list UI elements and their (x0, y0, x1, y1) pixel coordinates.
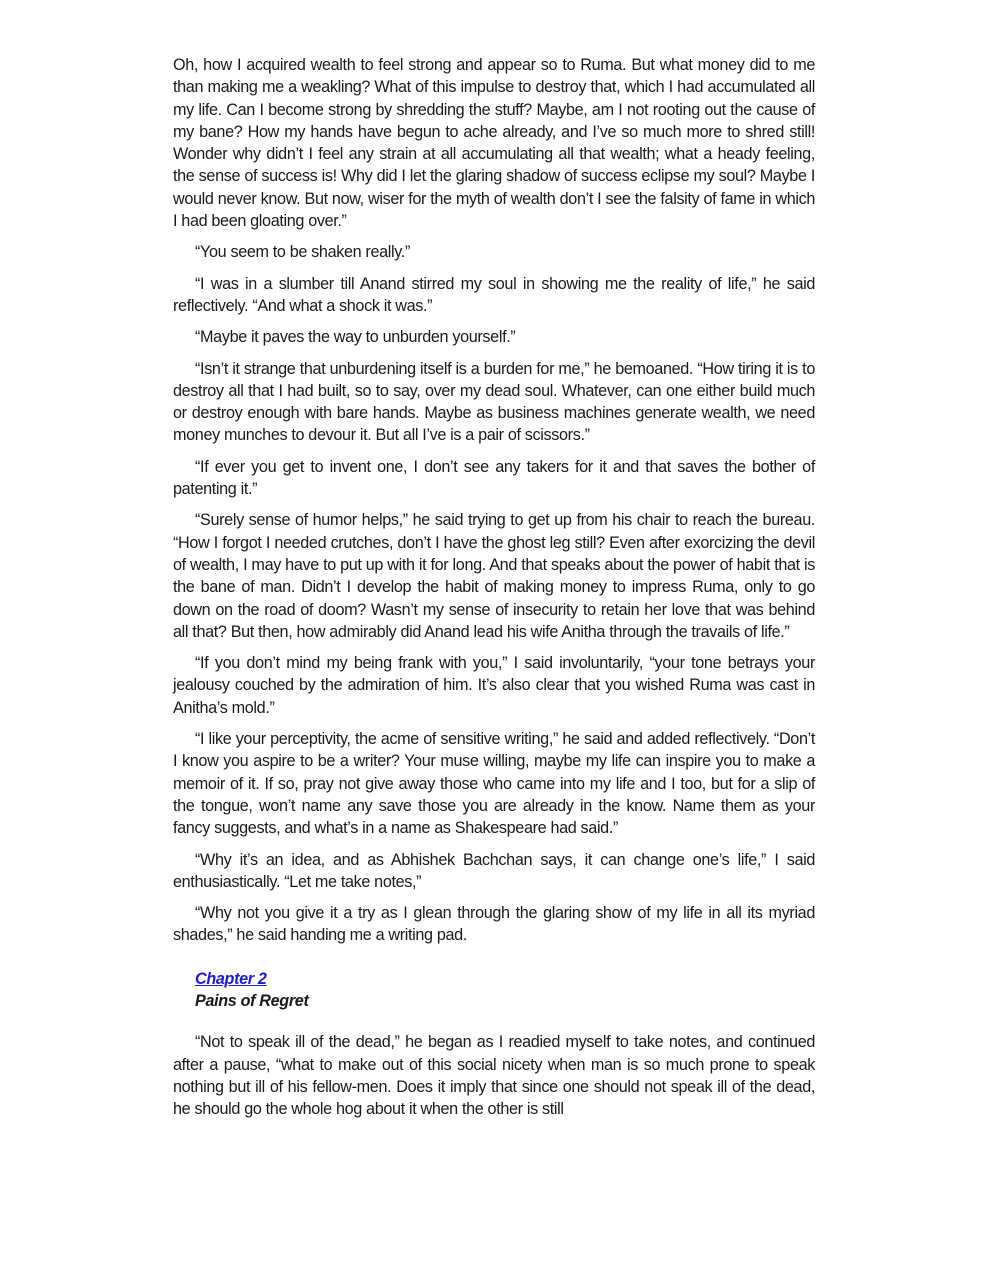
paragraph: “I like your perceptivity, the acme of sensitive writing,” he said and added reflectively. “Don’t I know you aspire to be a writer? Your muse willing, maybe my life can inspire you to make a memoir of it. If so, pray not give away those who came into my life and I too, but for a slip of the tongue, won’t name any save those you are already in the know. Name them as your fancy suggests, and what’s in a name as Shakespeare had said.” (173, 730, 815, 838)
paragraph: “Why not you give it a try as I glean through the glaring show of my life in all its myriad shades,” he said handing me a writing pad. (173, 904, 815, 945)
paragraph: “Maybe it paves the way to unburden yourself.” (195, 328, 516, 347)
paragraph: “If you don’t mind my being frank with you,” I said involuntarily, “your tone betrays your jealousy couched by the admiration of him. It’s also clear that you wished Ruma was cast in Anitha’s mold.” (173, 654, 815, 717)
paragraph: “Surely sense of humor helps,” he said trying to get up from his chair to reach the bureau. “How I forgot I needed crutches, don’t I have the ghost leg still? Even after exorcizing the devil of wealth, I may have to put up with it for long. And that speaks about the power of habit that is the bane of man. Didn’t I develop the habit of making money to impress Ruma, only to go down on the road of doom? Wasn’t my sense of insecurity to retain her love that was behind all that? But then, how admirably did Anand lead his wife Anitha through the travails of life.” (173, 511, 815, 641)
document-page (173, 54, 815, 1129)
paragraph: “Why it’s an idea, and as Abhishek Bachchan says, it can change one’s life,” I said enthusiastically. “Let me take notes,” (173, 850, 815, 891)
paragraph: “You seem to be shaken really.” (195, 243, 410, 262)
chapter-link[interactable]: Chapter 2 (195, 969, 267, 988)
paragraph: Oh, how I acquired wealth to feel strong and appear so to Ruma. But what money did to me than making me a weakling? What of this impulse to destroy that, which I had accumulated all my life. Can I become strong by shredding the stuff? Maybe, am I not rooting out the cause of my bane? How my hands have begun to ache already, and I’ve so much more to shred still! Wonder why didn’t I feel any strain at all accumulating all that wealth; what a heady feeling, the sense of success is! Why did I let the glaring shadow of success eclipse my soul? Maybe I would never know. But now, wiser for the myth of wealth don’t I see the falsity of fame in which I had been gloating over.” (173, 56, 815, 231)
chapter-title: Pains of Regret (195, 991, 309, 1010)
chapter-heading (195, 968, 815, 1013)
paragraph: “Isn’t it strange that unburdening itself is a burden for me,” he bemoaned. “How tiring it is to destroy all that I had built, so to say, over my dead soul. Whatever, can one either build much or destroy enough with bare hands. Maybe as business machines generate wealth, we need money munches to devour it. But all I’ve is a pair of scissors.” (173, 359, 815, 445)
paragraph: “I was in a slumber till Anand stirred my soul in showing me the reality of life,” he said reflectively. “And what a shock it was.” (173, 274, 815, 315)
paragraph: “Not to speak ill of the dead,” he began as I readied myself to take notes, and continued after a pause, “what to make out of this social nicety when man is so much prone to speak nothing but ill of his fellow-men. Does it imply that since one should not speak ill of the dead, he should go the whole hog about it when the other is still (173, 1033, 815, 1119)
paragraph: “If ever you get to invent one, I don’t see any takers for it and that saves the bother of patenting it.” (173, 457, 815, 499)
